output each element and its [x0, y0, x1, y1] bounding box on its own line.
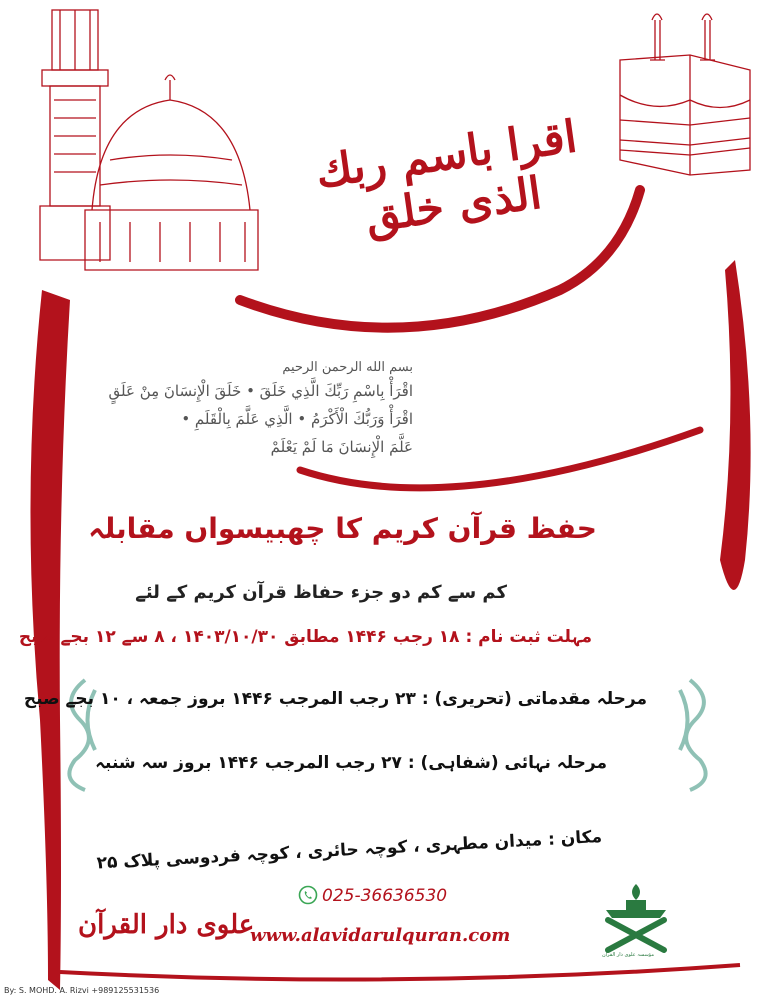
venue-text: مکان : میدان مطہری ، کوچہ حائری ، کوچہ فردوسی پلاک ۲۵ — [96, 827, 603, 874]
dome-illustration — [85, 75, 258, 270]
competition-title: حفظ قرآن کریم کا چھبیسواں مقابلہ — [88, 512, 597, 545]
verse-line-1: اقْرَأْ بِاسْمِ رَبِّكَ الَّذِي خَلَقَ • خَلَقَ الْإِنسَانَ مِنْ عَلَقٍ — [108, 382, 413, 400]
calligraphy-heading: اقرا باسم ربك الذی خلق — [312, 111, 581, 243]
website-link[interactable]: www.alavidarulquran.com — [250, 925, 511, 946]
ornament-right — [680, 680, 706, 790]
designer-credit: By: S. MOHD. A. Rizvi +989125531536 — [4, 986, 160, 995]
registration-deadline: مہلت ثبت نام : ۱۸ رجب ۱۴۴۶ مطابق ۱۴۰۳/۱۰/۳۰ ، ۸ سے ۱۲ بجے صبح — [18, 627, 592, 647]
verse-line-3: عَلَّمَ الْإِنسَانَ مَا لَمْ يَعْلَمْ — [270, 438, 413, 456]
whatsapp-phone-icon — [298, 885, 318, 905]
organization-logo — [600, 880, 672, 960]
bottom-border-line — [60, 965, 740, 980]
bismillah-text: بسم الله الرحمن الرحيم — [282, 360, 413, 375]
brand-name: علوی دار القرآن — [78, 910, 255, 940]
stage-final: مرحلہ نہائی (شفاہی) : ۲۷ رجب المرجب ۱۴۴۶ بروز سہ شنبہ — [95, 753, 607, 773]
border-swoosh-right — [720, 260, 751, 590]
eligibility-text: کم سے کم دو جزء حفاظ قرآن کریم کے لئے — [135, 582, 507, 603]
stage-preliminary: مرحلہ مقدماتی (تحریری) : ۲۳ رجب المرجب ۱۴۴۶ بروز جمعہ ، ۱۰ بجے صبح — [23, 689, 647, 709]
phone-number[interactable]: 025-36636530 — [322, 886, 448, 906]
verse-line-2: اقْرَأْ وَرَبُّكَ الْأَكْرَمُ • الَّذِي عَلَّمَ بِالْقَلَمِ • — [181, 410, 413, 428]
kaaba-illustration — [620, 14, 750, 175]
organization-logo-text: مؤسسہ علوی دار القرآن — [602, 952, 655, 958]
